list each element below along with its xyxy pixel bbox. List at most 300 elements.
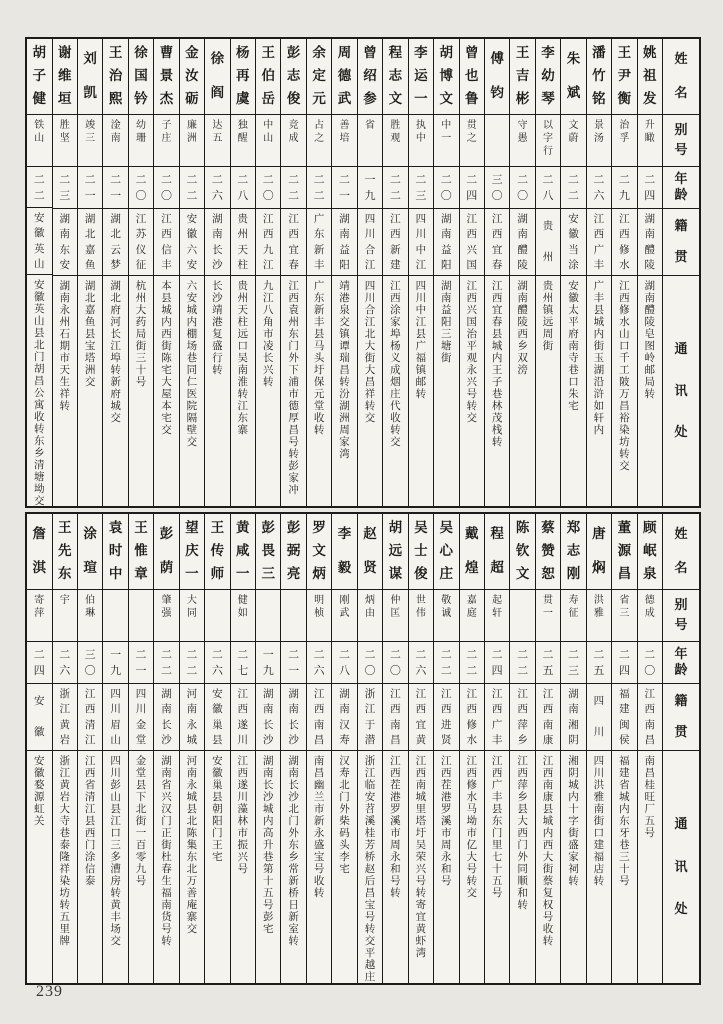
age-cell: 二 二 bbox=[434, 642, 458, 684]
name-cell: 彭 弼 亮 bbox=[281, 514, 305, 590]
entry-column bbox=[433, 514, 458, 983]
name-cell: 郑 志 刚 bbox=[561, 514, 585, 590]
alias-cell bbox=[129, 590, 153, 642]
age-cell: 二 六 bbox=[205, 167, 229, 209]
origin-cell: 江 西 进 贤 bbox=[434, 684, 458, 751]
age-cell: 二 六 bbox=[205, 642, 229, 684]
address-cell: 安 徽 巢 县 朝 阳 门 王 宅 bbox=[212, 755, 223, 863]
header-address: 通 讯 处 bbox=[674, 817, 688, 917]
alias-cell: 子 庄 bbox=[154, 115, 178, 167]
alias-cell: 善 培 bbox=[332, 115, 356, 167]
name-cell: 吴 心 庄 bbox=[434, 514, 458, 590]
name-cell: 胡 远 谋 bbox=[383, 514, 407, 590]
address-cell: 广 东 新 丰 县 马 头 圩 保 元 堂 收 转 bbox=[313, 280, 325, 436]
address-cell: 江 西 萍 乡 县 大 西 门 外 同 顺 和 转 bbox=[517, 755, 528, 911]
entry-column bbox=[535, 39, 560, 506]
address-cell: 广 丰 县 城 内 街 玉 湖 沿 浒 如 轩 内 bbox=[593, 280, 605, 436]
entry-column bbox=[230, 39, 255, 506]
address-cell: 江 西 南 康 县 城 内 西 大 街 蔡 复 权 号 收 转 bbox=[542, 755, 554, 947]
alias-cell: 占 之 bbox=[307, 115, 331, 167]
origin-cell: 浙 江 于 潜 bbox=[358, 684, 382, 751]
address-cell: 江 西 省 清 江 县 西 门 涂 信 泰 bbox=[84, 755, 96, 887]
entry-column bbox=[357, 39, 382, 506]
entry-column bbox=[179, 39, 204, 506]
origin-cell: 安 徽 英 山 bbox=[27, 208, 51, 275]
entry-column bbox=[637, 39, 662, 506]
alias-cell: 刚 武 bbox=[332, 590, 356, 642]
age-cell: 二 一 bbox=[78, 167, 102, 209]
name-cell: 顾 岷 泉 bbox=[638, 514, 662, 590]
name-cell: 唐 焖 bbox=[587, 514, 611, 590]
alias-cell: 达 五 bbox=[205, 115, 229, 167]
origin-cell: 贵 州 bbox=[536, 209, 560, 276]
age-cell: 二 二 bbox=[307, 167, 331, 209]
age-cell: 二 〇 bbox=[510, 167, 534, 209]
name-cell: 王 传 师 bbox=[205, 514, 229, 590]
age-cell: 二 四 bbox=[612, 642, 636, 684]
address-cell: 江 西 南 城 里 塔 圩 吴 荣 兴 号 转 寄 宜 黄 虾 湾 bbox=[415, 755, 427, 959]
origin-cell: 江 西 广 丰 bbox=[485, 684, 509, 751]
origin-cell: 江 西 南 昌 bbox=[307, 684, 331, 751]
age-cell: 二 二 bbox=[281, 167, 305, 209]
address-cell: 湖 北 府 河 长 江 埠 转 新 府 城 交 bbox=[110, 280, 121, 424]
alias-cell: 仲 匡 bbox=[383, 590, 407, 642]
name-cell: 蔡 赞 恕 bbox=[536, 514, 560, 590]
alias-cell: 省 三 bbox=[612, 590, 636, 642]
alias-cell: 伯 琳 bbox=[78, 590, 102, 642]
name-cell: 王 治 熙 bbox=[103, 39, 127, 115]
alias-cell: 铁 山 bbox=[27, 115, 51, 167]
name-cell: 刘 凯 bbox=[78, 39, 102, 115]
age-cell: 二 一 bbox=[129, 642, 153, 684]
address-cell: 江 西 遂 川 藻 林 市 振 兴 号 bbox=[237, 755, 249, 875]
alias-cell: 健 如 bbox=[231, 590, 255, 642]
name-cell: 戴 煌 bbox=[460, 514, 484, 590]
age-cell: 二 一 bbox=[332, 167, 356, 209]
alias-cell: 文 蔚 bbox=[561, 115, 585, 167]
age-cell: 二 二 bbox=[460, 642, 484, 684]
age-cell: 二 七 bbox=[231, 642, 255, 684]
name-cell: 李 毅 bbox=[332, 514, 356, 590]
name-cell: 曾 也 鲁 bbox=[460, 39, 484, 115]
age-cell: 二 〇 bbox=[638, 642, 662, 684]
alias-cell: 竣 三 bbox=[78, 115, 102, 167]
header-column bbox=[662, 39, 699, 506]
entry-column bbox=[433, 39, 458, 506]
origin-cell: 四 川 眉 山 bbox=[103, 684, 127, 751]
origin-cell: 江 西 九 江 bbox=[256, 209, 280, 276]
origin-cell: 湖 南 益 阳 bbox=[332, 209, 356, 276]
origin-cell: 安 徽 六 安 bbox=[180, 209, 204, 276]
age-cell: 二 〇 bbox=[129, 167, 153, 209]
entry-column bbox=[382, 514, 407, 983]
entry-column bbox=[102, 514, 127, 983]
address-cell: 湖 南 长 沙 北 门 外 东 乡 常 新 桥 日 新 室 转 bbox=[288, 755, 299, 947]
address-cell: 河 南 永 城 县 北 陈 集 东 北 万 善 庵 寨 交 bbox=[186, 755, 198, 935]
name-cell: 程 志 文 bbox=[383, 39, 407, 115]
alias-cell: 胜 观 bbox=[383, 115, 407, 167]
address-cell: 湖 南 永 州 石 期 市 天 生 祥 转 bbox=[59, 280, 70, 412]
age-cell: 二 三 bbox=[561, 642, 585, 684]
directory-table-bottom bbox=[25, 512, 701, 985]
entry-column bbox=[204, 39, 229, 506]
header-name: 姓 名 bbox=[663, 514, 699, 590]
age-cell: 二 〇 bbox=[383, 642, 407, 684]
age-cell: 二 二 bbox=[510, 642, 534, 684]
address-cell: 湖 北 嘉 鱼 县 宝 塔 洲 交 bbox=[84, 280, 96, 388]
address-cell: 九 江 八 角 市 凌 长 兴 转 bbox=[262, 280, 274, 388]
origin-cell: 湖 南 醴 陵 bbox=[510, 209, 534, 276]
address-cell: 金 堂 县 下 北 街 一 百 零 九 号 bbox=[135, 755, 147, 887]
origin-cell: 四 川 中 江 bbox=[409, 209, 433, 276]
entry-column bbox=[77, 39, 102, 506]
origin-cell: 四 川 bbox=[587, 684, 611, 751]
origin-cell: 广 东 新 丰 bbox=[307, 209, 331, 276]
name-cell: 曾 绍 参 bbox=[358, 39, 382, 115]
origin-cell: 江 西 广 丰 bbox=[587, 209, 611, 276]
age-cell: 二 六 bbox=[307, 642, 331, 684]
age-cell: 二 二 bbox=[383, 167, 407, 209]
address-cell: 江 西 广 丰 县 东 门 里 七 十 五 号 bbox=[491, 755, 503, 899]
entry-column bbox=[408, 39, 433, 506]
age-cell: 二 八 bbox=[536, 167, 560, 209]
header-column bbox=[662, 514, 699, 983]
alias-cell bbox=[281, 590, 305, 642]
entry-column bbox=[153, 39, 178, 506]
age-cell: 一 九 bbox=[256, 642, 280, 684]
address-cell: 靖 港 泉 交 镇 谭 瑞 昌 转 汾 湖 洲 周 家 湾 bbox=[339, 280, 350, 460]
origin-cell: 湖 南 汉 寿 bbox=[332, 684, 356, 751]
alias-cell: 淦 南 bbox=[103, 115, 127, 167]
age-cell: 二 四 bbox=[638, 167, 662, 209]
address-cell: 四 川 合 江 北 大 街 大 昌 祥 转 交 bbox=[364, 280, 376, 424]
name-cell: 陈 钦 文 bbox=[510, 514, 534, 590]
address-cell: 浙 江 黄 岩 大 寺 巷 泰 隆 祥 染 坊 转 五 里 牌 bbox=[59, 755, 70, 947]
name-cell: 望 庆 一 bbox=[180, 514, 204, 590]
alias-cell: 升 瞰 bbox=[638, 115, 662, 167]
name-cell: 周 德 武 bbox=[332, 39, 356, 115]
origin-cell: 江 西 萍 乡 bbox=[510, 684, 534, 751]
age-cell: 二 二 bbox=[180, 642, 204, 684]
entry-column bbox=[560, 514, 585, 983]
origin-cell: 江 西 南 昌 bbox=[383, 684, 407, 751]
entry-column bbox=[586, 514, 611, 983]
name-cell: 胡 博 文 bbox=[434, 39, 458, 115]
alias-cell: 肇 强 bbox=[154, 590, 178, 642]
alias-cell bbox=[256, 590, 280, 642]
entry-column bbox=[27, 514, 51, 983]
name-cell: 彭 畏 三 bbox=[256, 514, 280, 590]
entry-column bbox=[280, 39, 305, 506]
address-cell: 本 县 城 内 西 街 陈 宅 大 屋 本 宅 交 bbox=[161, 280, 172, 436]
name-cell: 潘 竹 铭 bbox=[587, 39, 611, 115]
origin-cell: 湖 南 长 沙 bbox=[256, 684, 280, 751]
entry-column bbox=[459, 514, 484, 983]
age-cell: 二 二 bbox=[27, 167, 51, 209]
address-cell: 贵 州 镇 远 周 街 bbox=[542, 280, 554, 352]
entry-column bbox=[560, 39, 585, 506]
origin-cell: 江 西 宜 春 bbox=[485, 209, 509, 276]
age-cell: 二 〇 bbox=[358, 642, 382, 684]
origin-cell: 四 川 合 江 bbox=[358, 209, 382, 276]
address-cell: 江 西 宜 春 县 城 内 王 子 巷 林 茂 栈 转 bbox=[491, 280, 503, 448]
origin-cell: 河 南 永 城 bbox=[180, 684, 204, 751]
entry-column bbox=[408, 514, 433, 983]
origin-cell: 四 川 金 堂 bbox=[129, 684, 153, 751]
address-cell: 江 西 涂 家 埠 杨 义 成 烟 庄 代 收 转 交 bbox=[390, 280, 401, 448]
age-cell: 三 〇 bbox=[78, 642, 102, 684]
address-cell: 湘 阴 城 内 十 字 街 盛 家 祠 转 bbox=[568, 755, 579, 887]
age-cell: 二 六 bbox=[409, 642, 433, 684]
entry-column bbox=[509, 39, 534, 506]
origin-cell: 湖 南 长 沙 bbox=[281, 684, 305, 751]
alias-cell bbox=[103, 590, 127, 642]
origin-cell: 湖 南 东 安 bbox=[53, 209, 77, 276]
entry-column bbox=[484, 39, 509, 506]
origin-cell: 江 西 南 康 bbox=[536, 684, 560, 751]
entry-column bbox=[128, 514, 153, 983]
address-cell: 湖 南 益 阳 三 塘 街 bbox=[441, 280, 452, 364]
name-cell: 涂 瑄 bbox=[78, 514, 102, 590]
address-cell: 长 沙 靖 港 复 盛 行 转 bbox=[212, 280, 223, 376]
alias-cell: 寿 征 bbox=[561, 590, 585, 642]
entry-column bbox=[77, 514, 102, 983]
alias-cell: 贯 一 bbox=[536, 590, 560, 642]
name-cell: 王 伯 岳 bbox=[256, 39, 280, 115]
age-cell: 二 六 bbox=[53, 642, 77, 684]
name-cell: 王 先 东 bbox=[53, 514, 77, 590]
address-cell: 江 西 袁 州 东 门 外 下 浦 市 德 厚 昌 号 转 彭 家 冲 bbox=[288, 280, 299, 496]
entry-column bbox=[27, 39, 51, 506]
entry-column bbox=[535, 514, 560, 983]
origin-cell: 江 西 遂 川 bbox=[231, 684, 255, 751]
address-cell: 江 西 修 水 马 坳 市 亿 大 号 转 交 bbox=[466, 755, 477, 899]
address-cell: 安 徽 太 平 府 南 寺 巷 口 朱 宅 bbox=[568, 280, 579, 412]
entry-column bbox=[102, 39, 127, 506]
alias-cell: 贯 之 bbox=[460, 115, 484, 167]
age-cell: 二 八 bbox=[231, 167, 255, 209]
alias-cell: 景 汤 bbox=[587, 115, 611, 167]
origin-cell: 江 西 南 昌 bbox=[638, 684, 662, 751]
alias-cell: 廉 洲 bbox=[180, 115, 204, 167]
address-cell: 南 昌 幽 兰 市 新 永 盛 宝 号 收 转 bbox=[313, 755, 325, 899]
header-origin: 籍 贯 bbox=[663, 684, 699, 751]
origin-cell: 湖 南 长 沙 bbox=[154, 684, 178, 751]
alias-cell: 德 成 bbox=[638, 590, 662, 642]
directory-table-top bbox=[25, 37, 701, 508]
entry-column bbox=[306, 514, 331, 983]
entry-column bbox=[52, 514, 77, 983]
age-cell: 二 五 bbox=[536, 642, 560, 684]
name-cell: 罗 文 炳 bbox=[307, 514, 331, 590]
address-cell: 六 安 城 内 棚 场 巷 同 仁 医 院 隔 壁 交 bbox=[186, 280, 198, 448]
origin-cell: 湖 北 嘉 鱼 bbox=[78, 209, 102, 276]
alias-cell: 寄 萍 bbox=[27, 590, 51, 642]
origin-cell: 湖 南 长 沙 bbox=[205, 209, 229, 276]
name-cell: 彭 荫 bbox=[154, 514, 178, 590]
entry-column bbox=[382, 39, 407, 506]
entry-column bbox=[484, 514, 509, 983]
age-cell: 一 九 bbox=[103, 642, 127, 684]
origin-cell: 江 西 清 江 bbox=[78, 684, 102, 751]
address-cell: 福 建 省 城 内 东 牙 巷 三 十 号 bbox=[619, 755, 630, 887]
entry-column bbox=[280, 514, 305, 983]
name-cell: 金 汝 砺 bbox=[180, 39, 204, 115]
age-cell: 二 八 bbox=[332, 642, 356, 684]
page-number: 239 bbox=[36, 983, 63, 1000]
address-cell: 安 徽 婺 源 虹 关 bbox=[34, 755, 45, 827]
origin-cell: 江 西 宜 春 bbox=[281, 209, 305, 276]
origin-cell: 江 西 宜 黄 bbox=[409, 684, 433, 751]
address-cell: 汉 寿 北 门 外 柴 码 头 李 宅 bbox=[339, 755, 350, 875]
address-cell: 南 昌 桂 旺 厂 五 号 bbox=[644, 755, 656, 839]
name-cell: 董 源 昌 bbox=[612, 514, 636, 590]
name-cell: 姚 祖 发 bbox=[638, 39, 662, 115]
entry-column bbox=[586, 39, 611, 506]
name-cell: 傅 钧 bbox=[485, 39, 509, 115]
alias-cell: 执 中 bbox=[409, 115, 433, 167]
name-cell: 杨 再 虞 bbox=[231, 39, 255, 115]
address-cell: 湖 南 长 沙 城 内 高 升 巷 第 十 五 号 彭 宅 bbox=[262, 755, 274, 935]
address-cell: 四 川 中 江 县 广 福 镇 邮 转 bbox=[415, 280, 427, 400]
alias-cell: 守 愚 bbox=[510, 115, 534, 167]
entry-column bbox=[306, 39, 331, 506]
name-cell: 王 吉 彬 bbox=[510, 39, 534, 115]
entry-column bbox=[509, 514, 534, 983]
address-cell: 贵 州 天 柱 远 口 吴 南 淮 转 江 东 寨 bbox=[237, 280, 249, 436]
alias-cell: 中 一 bbox=[434, 115, 458, 167]
age-cell: 二 四 bbox=[27, 642, 51, 684]
alias-cell: 中 山 bbox=[256, 115, 280, 167]
address-cell: 湖 南 醴 陵 西 乡 双 滂 bbox=[517, 280, 528, 376]
origin-cell: 江 西 兴 国 bbox=[460, 209, 484, 276]
alias-cell: 嘉 庭 bbox=[460, 590, 484, 642]
origin-cell: 安 徽 当 涂 bbox=[561, 209, 585, 276]
name-cell: 吴 士 俊 bbox=[409, 514, 433, 590]
origin-cell: 福 建 闽 侯 bbox=[612, 684, 636, 751]
name-cell: 黄 咸 一 bbox=[231, 514, 255, 590]
age-cell: 二 二 bbox=[561, 167, 585, 209]
alias-cell: 宇 bbox=[53, 590, 77, 642]
header-alias: 别 号 bbox=[663, 590, 699, 642]
address-cell: 江 西 茬 港 罗 溪 市 周 永 和 号 bbox=[441, 755, 452, 887]
origin-cell: 湖 南 醴 陵 bbox=[638, 209, 662, 276]
header-age: 年 龄 bbox=[663, 167, 699, 209]
alias-cell: 洪 雅 bbox=[587, 590, 611, 642]
origin-cell: 安 徽 巢 县 bbox=[205, 684, 229, 751]
age-cell: 二 二 bbox=[180, 167, 204, 209]
alias-cell: 明 桢 bbox=[307, 590, 331, 642]
origin-cell: 湖 南 益 阳 bbox=[434, 209, 458, 276]
age-cell: 二 五 bbox=[587, 642, 611, 684]
alias-cell: 省 bbox=[358, 115, 382, 167]
age-cell: 二 六 bbox=[587, 167, 611, 209]
header-age: 年 龄 bbox=[663, 642, 699, 684]
name-cell: 王 尹 衡 bbox=[612, 39, 636, 115]
name-cell: 程 超 bbox=[485, 514, 509, 590]
origin-cell: 江 西 修 水 bbox=[460, 684, 484, 751]
address-cell: 浙 江 临 安 苕 溪 桂 芳 桥 赵 后 昌 宝 号 转 交 平 越 庄 bbox=[364, 755, 376, 983]
alias-cell: 大 同 bbox=[180, 590, 204, 642]
origin-cell: 江 苏 仪 征 bbox=[129, 209, 153, 276]
entry-column bbox=[331, 514, 356, 983]
entry-column bbox=[611, 514, 636, 983]
origin-cell: 浙 江 黄 岩 bbox=[53, 684, 77, 751]
name-cell: 胡 子 健 bbox=[27, 39, 51, 115]
entry-column bbox=[255, 514, 280, 983]
entry-column bbox=[255, 39, 280, 506]
address-cell: 四 川 洪 雅 南 街 口 建 福 店 转 bbox=[593, 755, 605, 887]
header-alias: 别 号 bbox=[663, 115, 699, 167]
entry-column bbox=[637, 514, 662, 983]
alias-cell: 以 字 行 bbox=[536, 115, 560, 167]
address-cell: 湖 南 醴 陵 皂 图 岭 邮 局 转 bbox=[644, 280, 656, 400]
address-cell: 江 西 修 水 山 口 千 工 陂 万 昌 裕 染 坊 转 交 bbox=[619, 280, 630, 472]
entry-column bbox=[611, 39, 636, 506]
origin-cell: 江 西 新 建 bbox=[383, 209, 407, 276]
name-cell: 曹 景 杰 bbox=[154, 39, 178, 115]
age-cell: 二 一 bbox=[281, 642, 305, 684]
address-cell: 安 徽 英 山 县 北 门 胡 昌 公 寓 收 转 东 乡 清 塘 坳 交 bbox=[34, 279, 45, 506]
name-cell: 王 惟 章 bbox=[129, 514, 153, 590]
entry-column bbox=[459, 39, 484, 506]
entry-column bbox=[230, 514, 255, 983]
name-cell: 谢 维 垣 bbox=[53, 39, 77, 115]
alias-cell: 炳 由 bbox=[358, 590, 382, 642]
origin-cell: 江 西 修 水 bbox=[612, 209, 636, 276]
age-cell: 二 一 bbox=[103, 167, 127, 209]
alias-cell: 治 孚 bbox=[612, 115, 636, 167]
origin-cell: 安 徽 bbox=[27, 684, 51, 751]
header-origin: 籍 贯 bbox=[663, 209, 699, 276]
entry-column bbox=[128, 39, 153, 506]
name-cell: 徐 国 钤 bbox=[129, 39, 153, 115]
alias-cell: 竞 成 bbox=[281, 115, 305, 167]
address-cell: 江 西 茬 港 罗 溪 市 周 永 和 号 转 bbox=[390, 755, 401, 899]
age-cell: 二 〇 bbox=[154, 167, 178, 209]
header-address: 通 讯 处 bbox=[674, 341, 688, 441]
address-cell: 四 川 彭 山 县 江 口 三 多 漕 房 转 黄 丰 场 交 bbox=[110, 755, 121, 947]
alias-cell bbox=[485, 115, 509, 167]
entry-column bbox=[153, 514, 178, 983]
age-cell: 二 四 bbox=[460, 167, 484, 209]
name-cell: 赵 贤 bbox=[358, 514, 382, 590]
name-cell: 李 幼 琴 bbox=[536, 39, 560, 115]
age-cell: 二 四 bbox=[485, 642, 509, 684]
alias-cell: 独 醒 bbox=[231, 115, 255, 167]
name-cell: 彭 志 俊 bbox=[281, 39, 305, 115]
age-cell: 二 三 bbox=[53, 167, 77, 209]
entry-column bbox=[179, 514, 204, 983]
age-cell: 一 九 bbox=[358, 167, 382, 209]
age-cell: 二 九 bbox=[612, 167, 636, 209]
name-cell: 詹 淇 bbox=[27, 514, 51, 590]
age-cell: 二 〇 bbox=[434, 167, 458, 209]
alias-cell: 敬 诚 bbox=[434, 590, 458, 642]
entry-column bbox=[52, 39, 77, 506]
alias-cell: 起 轩 bbox=[485, 590, 509, 642]
entry-column bbox=[357, 514, 382, 983]
name-cell: 袁 时 中 bbox=[103, 514, 127, 590]
name-cell: 徐 阎 bbox=[205, 39, 229, 115]
address-cell: 杭 州 大 药 局 街 三 十 号 bbox=[135, 280, 147, 388]
alias-cell: 世 伟 bbox=[409, 590, 433, 642]
alias-cell: 胜 坚 bbox=[53, 115, 77, 167]
origin-cell: 湖 南 湘 阴 bbox=[561, 684, 585, 751]
address-cell: 湖 南 省 兴 汉 门 正 街 杜 春 生 福 南 货 号 转 bbox=[161, 755, 172, 947]
age-cell: 二 〇 bbox=[256, 167, 280, 209]
name-cell: 朱 斌 bbox=[561, 39, 585, 115]
